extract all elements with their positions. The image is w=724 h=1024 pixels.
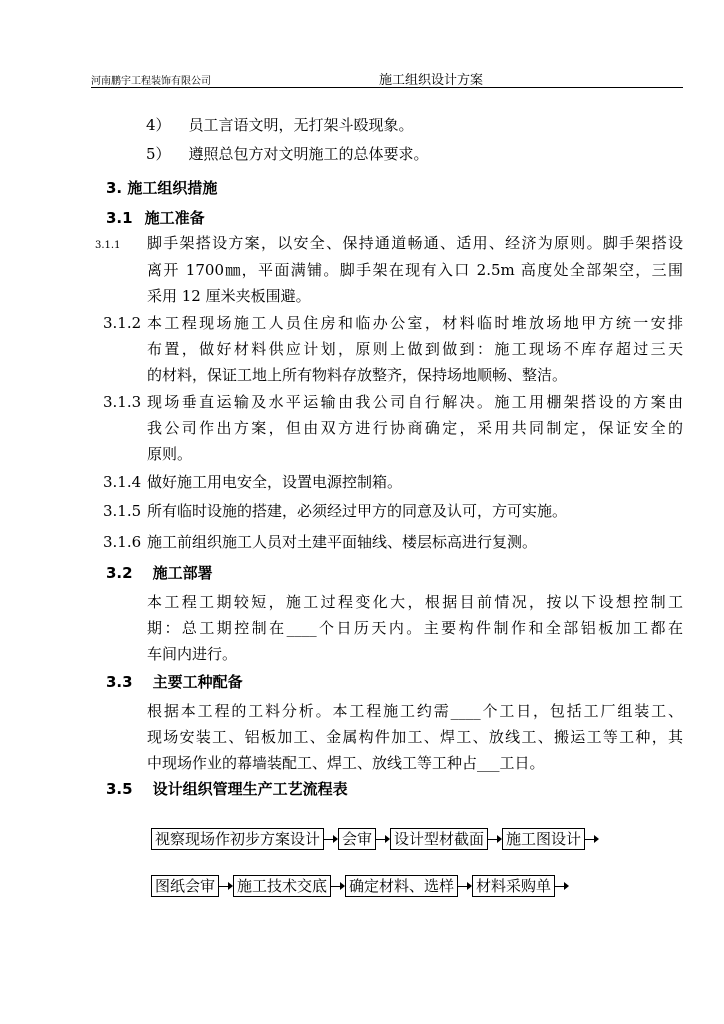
list-item [146,144,429,164]
arrow-right-icon [458,881,472,891]
arrow-right-icon [555,881,569,891]
paragraph-number: 3.1.6 [103,533,142,551]
subsection-heading [106,779,348,799]
company-name: 河南鹏宇工程装饰有限公司 [91,76,211,87]
list-item-text: 员工言语文明，无打架斗殴现象。 [188,116,414,134]
paragraph [147,233,683,253]
subsection-heading [106,563,213,583]
paragraph-line: 做好施工用电安全，设置电源控制箱。 [147,473,403,491]
flow-step: 施工技术交底 [233,875,331,897]
paragraph [147,392,683,412]
paragraph-number: 3.1.4 [103,473,142,491]
flow-step: 图纸会审 [151,875,219,897]
arrow-right-icon [324,834,338,844]
paragraph-line: 车间内进行。 [147,645,238,663]
flow-step: 视察现场作初步方案设计 [151,828,324,850]
paragraph-line: 本工程工期较短，施工过程变化大，根据目前情况，按以下设想控制工 [147,593,683,611]
subsection-number: 3.5 [106,780,133,798]
paragraph-number: 3.1.5 [103,502,142,520]
process-flow-row-1 [151,828,599,850]
document-title: 施工组织设计方案 [379,73,484,88]
paragraph-number: 3.1.2 [103,314,142,332]
subsection-title: 施工部署 [152,564,213,582]
paragraph-line: 采用 12 厘米夹板围避。 [147,287,311,305]
subsection-title: 施工准备 [144,209,205,227]
paragraph-line: 的材料，保证工地上所有物料存放整齐，保持场地顺畅、整洁。 [147,366,568,384]
paragraph-line: 布置，做好材料供应计划，原则上做到做到：施工现场不库存超过三天 [147,340,683,358]
section-heading: 3. 施工组织措施 [106,179,218,197]
paragraph-line: 现场垂直运输及水平运输由我公司自行解决。施工用棚架搭设的方案由 [147,393,683,411]
flow-step: 材料采购单 [472,875,555,897]
paragraph [147,701,683,721]
paragraph-line: 期：总工期控制在____个日历天内。主要构件制作和全部铝板加工都在 [147,619,683,637]
paragraph [147,727,683,747]
paragraph-line: 我公司作出方案，但由双方进行协商确定，采用共同制定，保证安全的 [147,419,683,437]
subsection-number: 3.2 [106,564,133,582]
page-header [91,70,683,88]
header-rule [91,87,683,88]
flow-step: 确定材料、选样 [345,875,458,897]
subsection-number: 3.3 [106,673,133,691]
paragraph [147,339,683,359]
subsection-heading [106,672,243,692]
list-item-number: 4） [146,116,171,134]
flow-step: 设计型材截面 [390,828,488,850]
paragraph-number: 3.1.1 [95,240,121,251]
process-flow-row-2 [151,875,569,897]
paragraph-line: 本工程现场施工人员住房和临办公室，材料临时堆放场地甲方统一安排 [147,314,683,332]
paragraph [147,418,683,438]
arrow-right-icon [331,881,345,891]
list-item-number: 5） [146,145,171,163]
subsection-title: 设计组织管理生产工艺流程表 [152,780,348,798]
paragraph-line: 所有临时设施的搭建，必须经过甲方的同意及认可，方可实施。 [147,502,568,520]
paragraph [147,592,683,612]
flow-step: 施工图设计 [502,828,585,850]
paragraph-line: 原则。 [147,445,193,463]
paragraph [147,313,683,333]
subsection-number: 3.1 [106,209,133,227]
flow-step: 会审 [338,828,376,850]
arrow-right-icon [585,834,599,844]
subsection-heading [106,208,205,228]
paragraph-line: 根据本工程的工料分析。本工程施工约需____个工日，包括工厂组装工、 [147,702,683,720]
paragraph-line: 中现场作业的幕墙装配工、焊工、放线工等工种占___工日。 [147,754,545,772]
arrow-right-icon [376,834,390,844]
paragraph-line: 离开 1700㎜，平面满铺。脚手架在现有入口 2.5m 高度处全部架空，三围 [147,261,683,279]
paragraph-line: 施工前组织施工人员对土建平面轴线、楼层标高进行复测。 [147,533,538,551]
arrow-right-icon [219,881,233,891]
list-item-text: 遵照总包方对文明施工的总体要求。 [188,145,429,163]
paragraph-line: 现场安装工、铝板加工、金属构件加工、焊工、放线工、搬运工等工种，其 [147,728,683,746]
list-item [146,115,414,135]
paragraph [147,618,683,638]
paragraph-number: 3.1.3 [103,393,142,411]
arrow-right-icon [488,834,502,844]
subsection-title: 主要工种配备 [152,673,243,691]
paragraph [147,260,683,280]
paragraph-line: 脚手架搭设方案，以安全、保持通道畅通、适用、经济为原则。脚手架搭设 [147,234,683,252]
